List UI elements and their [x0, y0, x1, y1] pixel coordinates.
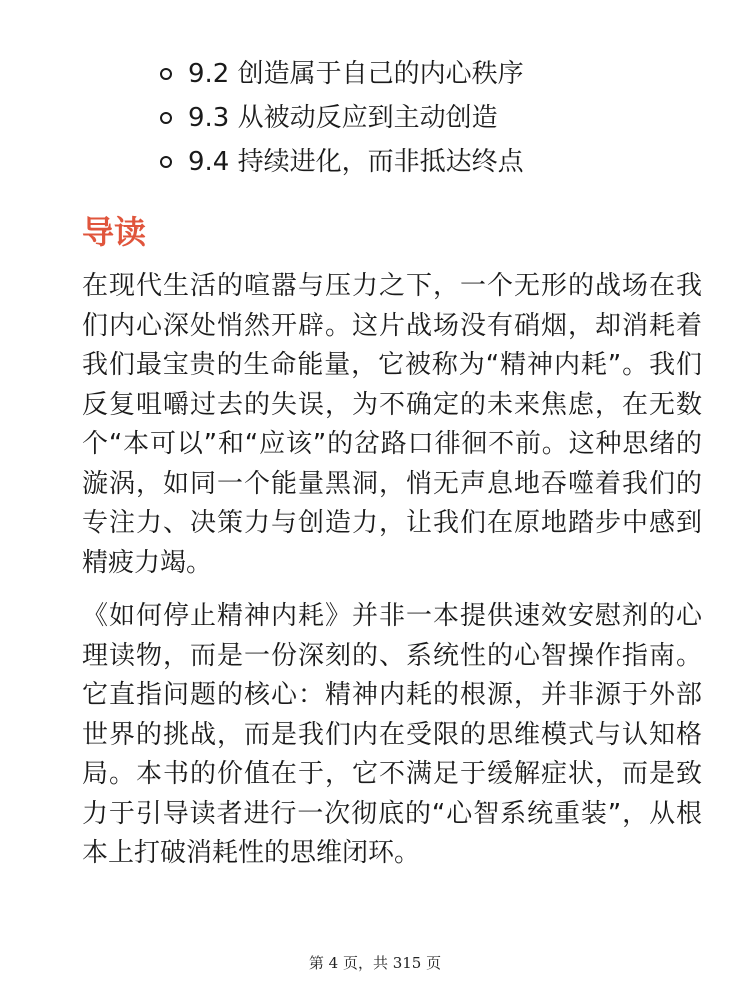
- section-heading: 导读: [82, 213, 147, 251]
- toc-item[interactable]: [160, 52, 720, 96]
- page-number: 第 4 页，共 315 页: [308, 954, 442, 972]
- toc-item[interactable]: [160, 96, 720, 140]
- body-paragraph: 在现代生活的喧嚣与压力之下，一个无形的战场在我们内心深处悄然开辟。这片战场没有硝烟，却消耗着我们最宝贵的生命能量，它被称为“精神内耗”。我们反复咀嚼过去的失误，为不确定的未来焦虑，在无数个“本可以”和“应该”的岔路口徘徊不前。这种思绪的漩涡，如同一个能量黑洞，悄无声息地吞噬着我们的专注力、决策力与创造力，让我们在原地踏步中感到精疲力竭。: [82, 271, 702, 578]
- toc-item[interactable]: [160, 140, 720, 184]
- circle-bullet-icon: [160, 68, 172, 80]
- body-paragraph: 《如何停止精神内耗》并非一本提供速效安慰剂的心理读物，而是一份深刻的、系统性的心智操作指南。它直指问题的核心：精神内耗的根源，并非源于外部世界的挑战，而是我们内在受限的思维模式与认知格局。本书的价值在于，它不满足于缓解症状，而是致力于引导读者进行一次彻底的“心智系统重装”，从根本上打破消耗性的思维闭环。: [82, 601, 702, 868]
- toc-item-label: 9.3 从被动反应到主动创造: [188, 103, 498, 133]
- circle-bullet-icon: [160, 112, 172, 124]
- toc-item-label: 9.2 创造属于自己的内心秩序: [188, 59, 524, 89]
- circle-bullet-icon: [160, 156, 172, 168]
- toc-list: [160, 52, 720, 184]
- toc-item-label: 9.4 持续进化，而非抵达终点: [188, 147, 524, 177]
